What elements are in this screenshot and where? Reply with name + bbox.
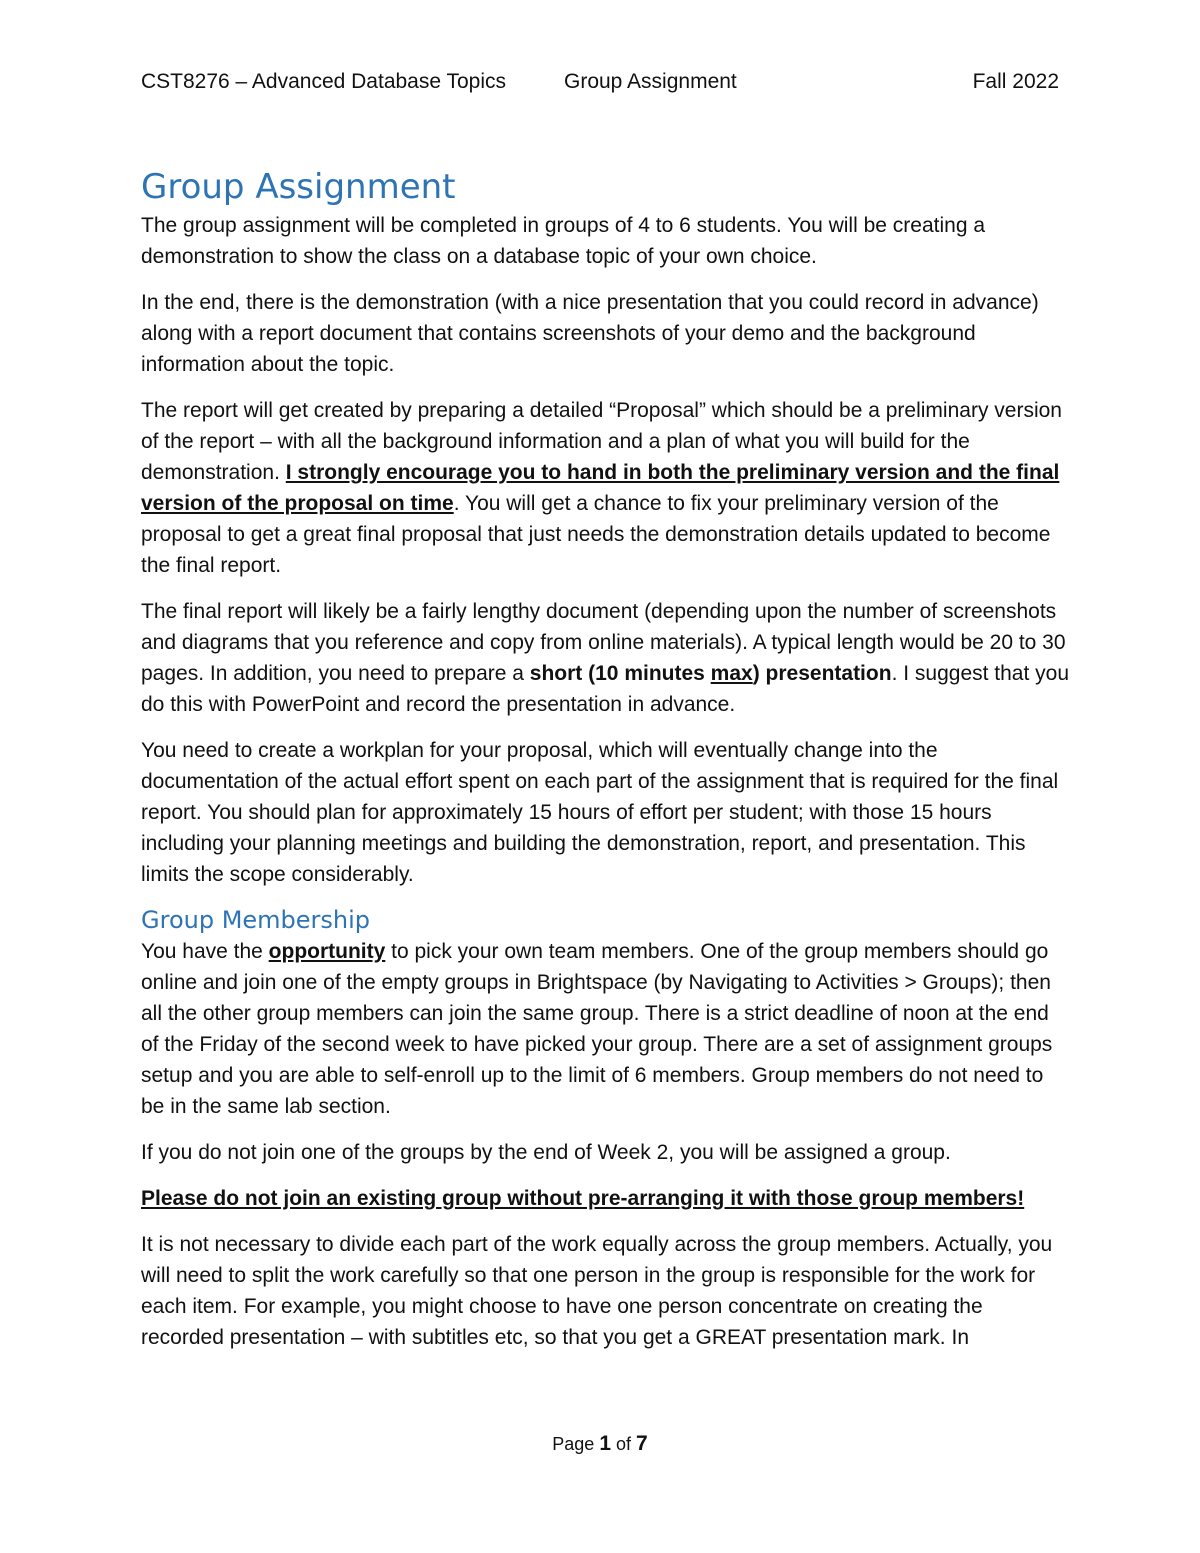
membership-p1-text-a: You have the (141, 940, 269, 963)
membership-warning: Please do not join an existing group without pre-arranging it with those group members! (141, 1187, 1025, 1210)
page-title: Group Assignment (141, 167, 456, 207)
intro-p3-text-a: The report will get created by preparing a detailed “Proposal” which should be a preliminary version of the report – with all the background information and a plan of what you will build for the demonstration. (141, 399, 1062, 484)
intro-p4-text-b: . I suggest that you do this with PowerPoint and record the presentation in advance. (141, 662, 1070, 716)
intro-p3-emphasis: I strongly encourage you to hand in both the preliminary version and the final version of the proposal on time (141, 461, 1060, 515)
header-term: Fall 2022 (972, 70, 1059, 93)
intro-paragraph-4 (141, 596, 1071, 720)
intro-p4-bold-1: short (10 minutes (529, 662, 711, 685)
footer-page-word: Page (552, 1434, 595, 1454)
page-footer (0, 1432, 1200, 1456)
membership-paragraph-4: It is not necessary to divide each part of the work equally across the group members. Actually, you will need to split the work carefully so that one person in the group is responsible for the work for each item. For example, you might choose to have one person concentrate on creating the recorded presentation – with subtitles etc, so that you get a GREAT presentation mark. In (141, 1233, 1053, 1349)
footer-current-page: 1 (599, 1432, 611, 1455)
intro-p4-text-a: The final report will likely be a fairly lengthy document (depending upon the number of screenshots and diagrams that you reference and copy from online materials). A typical length would be 20 to 30 pages. In addition, you need to prepare a (141, 600, 1066, 685)
membership-paragraph-1 (141, 936, 1071, 1122)
page-header (141, 70, 1059, 100)
membership-paragraph-2: If you do not join one of the groups by the end of Week 2, you will be assigned a group. (141, 1141, 951, 1164)
header-doc-title: Group Assignment (564, 70, 737, 93)
intro-paragraph-1: The group assignment will be completed in groups of 4 to 6 students. You will be creating a demonstration to show the class on a database topic of your own choice. (141, 214, 986, 268)
intro-p3-text-b: . You will get a chance to fix your preliminary version of the proposal to get a great final proposal that just needs the demonstration details updated to become the final report. (141, 492, 1051, 577)
intro-p4-bold-2: ) presentation (752, 662, 892, 685)
header-course: CST8276 – Advanced Database Topics (141, 70, 507, 93)
membership-p1-emphasis: opportunity (268, 940, 386, 963)
intro-paragraph-3 (141, 395, 1071, 581)
section-heading-group-membership: Group Membership (141, 906, 371, 934)
intro-paragraph-2: In the end, there is the demonstration (with a nice presentation that you could record in advance) along with a report document that contains screenshots of your demo and the background information about the topic. (141, 291, 1039, 376)
footer-total-pages: 7 (636, 1432, 648, 1455)
intro-paragraph-5: You need to create a workplan for your proposal, which will eventually change into the documentation of the actual effort spent on each part of the assignment that is required for the final report. You should plan for approximately 15 hours of effort per student; with those 15 hours including your planning meetings and building the demonstration, report, and presentation. This limits the scope considerably. (141, 739, 1059, 886)
document-body (141, 164, 1071, 1368)
membership-p1-text-b: to pick your own team members. One of the group members should go online and join one of the empty groups in Brightspace (by Navigating to Activities > Groups); then all the other group members can join the same group. There is a strict deadline of noon at the end of the Friday of the second week to have picked your group. There are a set of assignment groups setup and you are able to self-enroll up to the limit of 6 members. Group members do not need to be in the same lab section. (141, 940, 1053, 1118)
intro-p4-bold-underline: max (710, 662, 753, 685)
footer-of-word: of (616, 1434, 632, 1454)
